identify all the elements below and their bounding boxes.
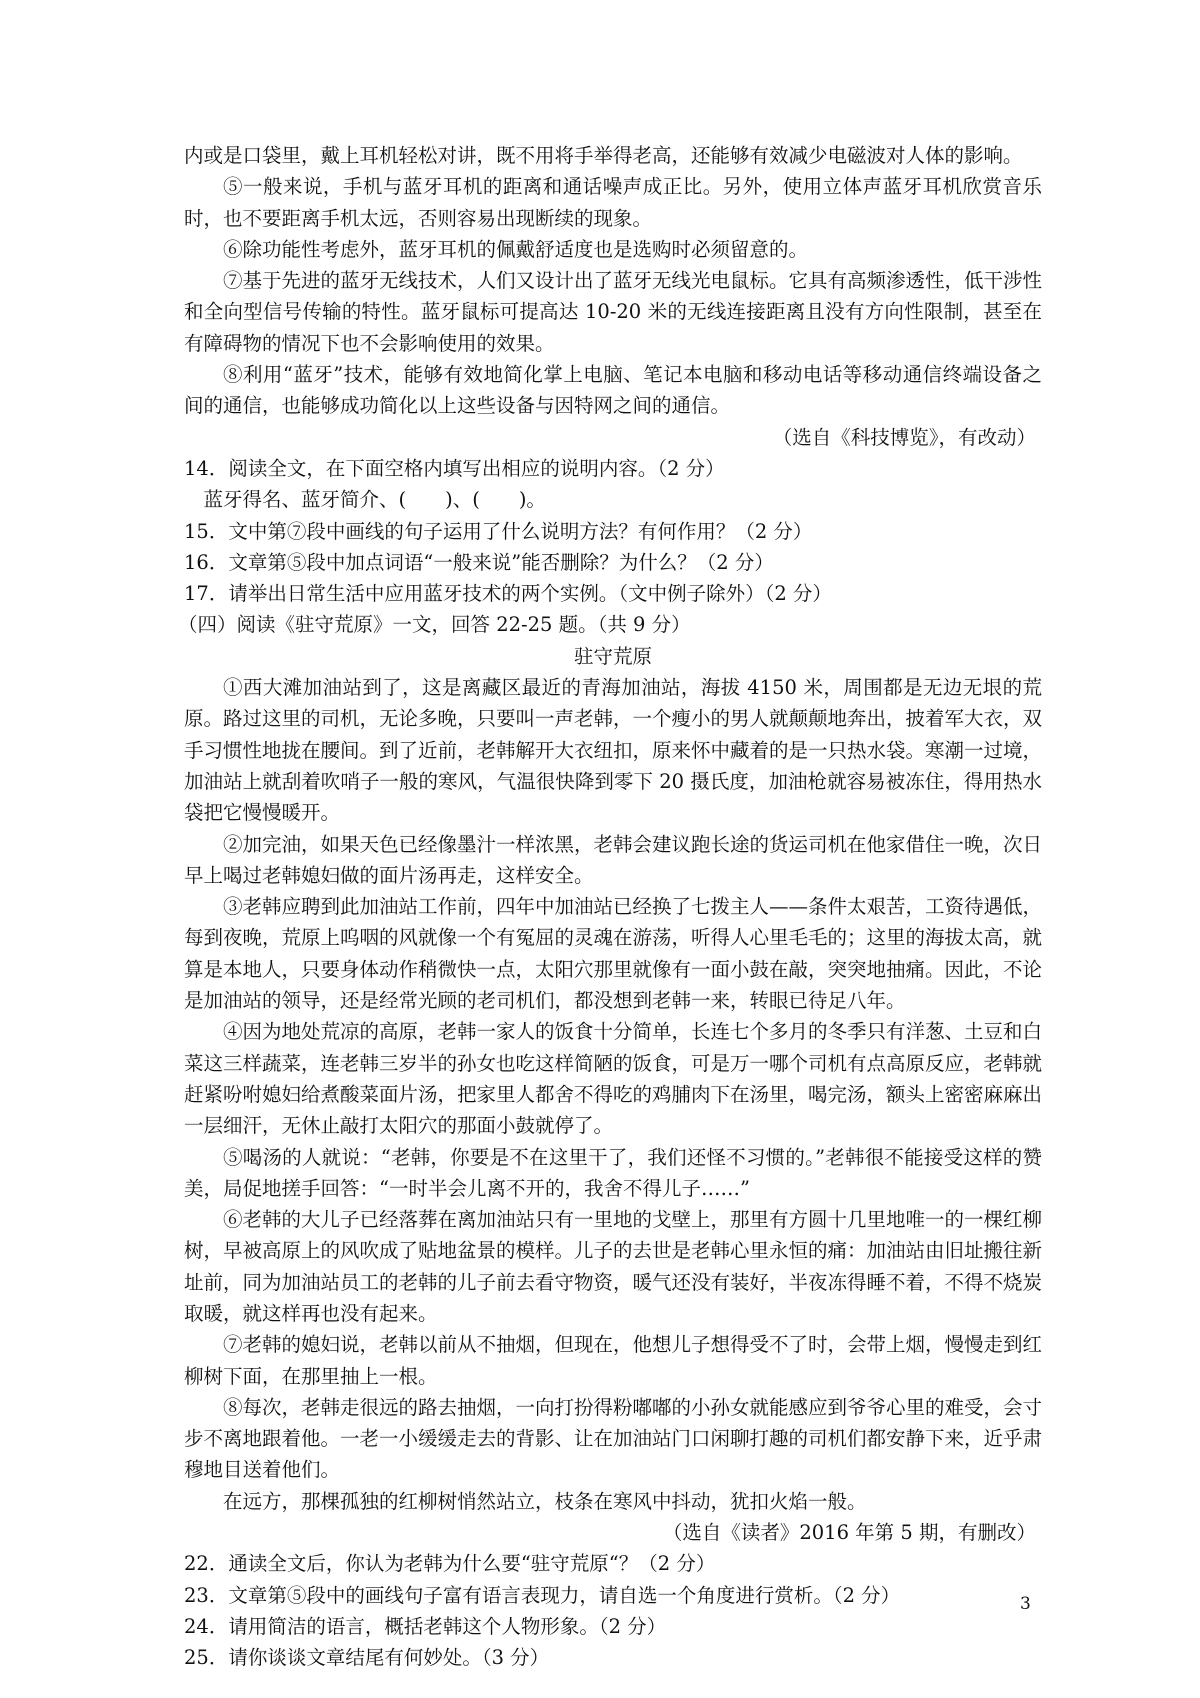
- paragraph-5: ⑤一般来说，手机与蓝牙耳机的距离和通话噪声成正比。另外，使用立体声蓝牙耳机欣赏音乐时，也不要距离手机太远，否则容易出现断续的现象。: [184, 175, 1042, 230]
- story-paragraph-4: ④因为地处荒凉的高原，老韩一家人的饭食十分简单，长连七个多月的冬季只有洋葱、土豆和白菜这三样蔬菜，连老韩三岁半的孙女也吃这样简陋的饭食，可是万一哪个司机有点高原反应，老韩就赶紧吩咐媳妇给煮酸菜面片汤，把家里人都舍不得吃的鸡脯肉下在汤里，喝完汤，额头上密密麻麻出一层细汗，无休止敲打太阳穴的那面小鼓就停了。: [184, 1020, 1043, 1138]
- paragraph-8: ⑧利用“蓝牙”技术，能够有效地简化掌上电脑、笔记本电脑和移动电话等移动通信终端设备之间的通信，也能够成功简化以上这些设备与因特网之间的通信。: [184, 363, 1042, 418]
- question-14: 14．阅读全文，在下面空格内填写出相应的说明内容。（2 分）: [184, 456, 725, 480]
- story-paragraph-5: ⑤喝汤的人就说：“老韩，你要是不在这里干了，我们还怪不习惯的。”老韩很不能接受这样的赞美，局促地搓手回答：“一时半会儿离不开的，我舍不得儿子……”: [184, 1145, 1042, 1200]
- story-paragraph-1: ①西大滩加油站到了，这是离藏区最近的青海加油站，海拔 4150 米，周围都是无边无垠的荒原。路过这里的司机，无论多晚，只要叫一声老韩，一个瘦小的男人就颠颠地奔出，披着军大衣，双手习惯性地拢在腰间。到了近前，老韩解开大衣纽扣，原来怀中藏着的是一只热水袋。寒潮一过境，加油站上就刮着吹哨子一般的寒风，气温很快降到零下 20 摄氏度，加油枪就容易被冻住，得用热水袋把它慢慢暖开。: [184, 676, 1043, 825]
- story-paragraph-6: ⑥老韩的大儿子已经落葬在离加油站只有一里地的戈壁上，那里有方圆十几里地唯一的一棵红柳树，早被高原上的风吹成了贴地盆景的模样。儿子的去世是老韩心里永恒的痛：加油站由旧址搬往新址前，同为加油站员工的老韩的儿子前去看守物资，暖气还没有装好，半夜冻得睡不着，不得不烧炭取暖，就这样再也没有起来。: [184, 1208, 1043, 1325]
- story-paragraph-7: ⑦老韩的媳妇说，老韩以前从不抽烟，但现在，他想儿子想得受不了时，会带上烟，慢慢走到红柳树下面，在那里抽上一根。: [184, 1333, 1043, 1388]
- section-heading: （四）阅读《驻守荒原》一文，回答 22-25 题。（共 9 分）: [178, 613, 691, 637]
- question-25: 25．请你谈谈文章结尾有何妙处。（3 分）: [184, 1646, 550, 1670]
- question-16: 16．文章第⑤段中加点词语“一般来说”能否删除？为什么？（2 分）: [184, 550, 774, 574]
- story-paragraph-2: ②加完油，如果天色已经像墨汁一样浓黑，老韩会建议跑长途的货运司机在他家借住一晚，次日早上喝过老韩媳妇做的面片汤再走，这样安全。: [184, 832, 1043, 887]
- document-body: [178, 140, 1043, 1674]
- question-23: 23．文章第⑤段中的画线句子富有语言表现力，请自选一个角度进行赏析。（2 分）: [184, 1583, 901, 1607]
- question-15: 15．文中第⑦段中画线的句子运用了什么说明方法？有何作用？（2 分）: [184, 519, 813, 543]
- page-number: 3: [1020, 1594, 1031, 1614]
- paragraph-6: ⑥除功能性考虑外，蓝牙耳机的佩戴舒适度也是选购时必须留意的。: [223, 237, 809, 261]
- question-14-blanks: 蓝牙得名、蓝牙简介、( )、( )。: [203, 488, 546, 512]
- question-24: 24．请用简洁的语言，概括老韩这个人物形象。（2 分）: [184, 1614, 667, 1638]
- paragraph-continuation: 内或是口袋里，戴上耳机轻松对讲，既不用将手举得老高，还能够有效减少电磁波对人体的影响。: [184, 144, 1023, 167]
- question-22: 22．通读全文后，你认为老韩为什么要“驻守荒原“？（2 分）: [184, 1552, 716, 1576]
- story-paragraph-8: ⑧每次，老韩走很远的路去抽烟，一向打扮得粉嘟嘟的小孙女就能感应到爷爷心里的难受，会寸步不离地跟着他。一老一小缓缓走去的背影、让在加油站门口闲聊打趣的司机们都安静下来，近乎肃穆地目送着他们。: [184, 1395, 1043, 1482]
- paragraph-7: ⑦基于先进的蓝牙无线技术，人们又设计出了蓝牙无线光电鼠标。它具有高频渗透性，低干涉性和全向型信号传输的特性。蓝牙鼠标可提高达 10-20 米的无线连接距离且没有方向性限制，甚至在有障碍物的情况下也不会影响使用的效果。: [184, 269, 1043, 355]
- source-citation-2: （选自《读者》2016 年第 5 期，有删改）: [662, 1521, 1036, 1545]
- story-paragraph-3: ③老韩应聘到此加油站工作前，四年中加油站已经换了七拨主人——条件太艰苦，工资待遇低，每到夜晚，荒原上呜咽的风就像一个有冤屈的灵魂在游荡，听得人心里毛毛的；这里的海拔太高，就算是本地人，只要身体动作稍微快一点，太阳穴那里就像有一面小鼓在敲，突突地抽痛。因此，不论是加油站的领导，还是经常光顾的老司机们，都没想到老韩一来，转眼已待足八年。: [184, 895, 1043, 1013]
- story-paragraph-9: 在远方，那棵孤独的红柳树悄然站立，枝条在寒风中抖动，犹扣火焰一般。: [223, 1489, 867, 1513]
- question-17: 17．请举出日常生活中应用蓝牙技术的两个实例。（文中例子除外）（2 分）: [184, 582, 832, 606]
- passage-title: 驻守荒原: [573, 644, 652, 668]
- source-citation-1: （选自《科技博览》，有改动）: [772, 425, 1036, 449]
